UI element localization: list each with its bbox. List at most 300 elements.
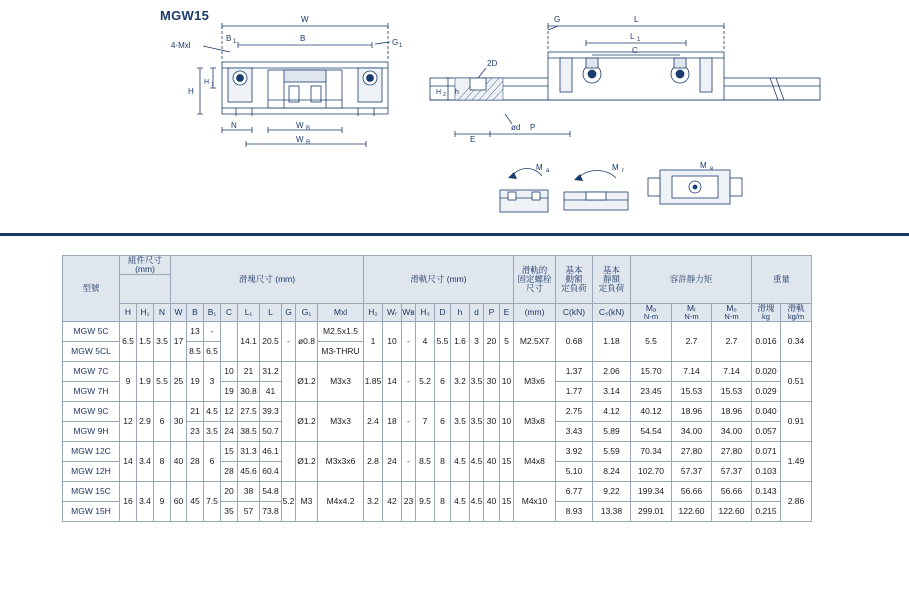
cell-weight-rail: 0.51 bbox=[781, 361, 812, 401]
cell-Ma: 40.12 bbox=[631, 401, 672, 421]
cell-Mr: 7.14 bbox=[672, 361, 712, 381]
cell-weight-block: 0.057 bbox=[752, 421, 781, 441]
cell-dyn: 3.43 bbox=[556, 421, 593, 441]
cell-C bbox=[221, 321, 238, 361]
svg-text:C: C bbox=[632, 46, 638, 55]
cell-W: 30 bbox=[171, 401, 187, 441]
cell-H2: 2.8 bbox=[364, 441, 383, 481]
cell-D: 6 bbox=[435, 361, 451, 401]
cell-W: 25 bbox=[171, 361, 187, 401]
col-h: h bbox=[451, 303, 470, 321]
header-weight: 重量 bbox=[752, 256, 812, 304]
cell-C: 24 bbox=[221, 421, 238, 441]
svg-text:E: E bbox=[470, 135, 476, 144]
cell-weight-block: 0.020 bbox=[752, 361, 781, 381]
cell-L: 73.8 bbox=[260, 501, 282, 521]
cell-D: 5.5 bbox=[435, 321, 451, 361]
col-Ma-unit: N-m bbox=[643, 311, 659, 321]
cell-H: 16 bbox=[120, 481, 137, 521]
header-rail-dims: 滑軌尺寸 (mm) bbox=[364, 256, 514, 304]
cell-h: 4.5 bbox=[451, 441, 470, 481]
table-row bbox=[63, 481, 812, 501]
cell-Mr: 34.00 bbox=[672, 421, 712, 441]
cell-Me: 122.60 bbox=[712, 501, 752, 521]
cell-sta: 13.38 bbox=[593, 501, 631, 521]
cell-d: 4.5 bbox=[470, 481, 484, 521]
cell-sta: 5.59 bbox=[593, 441, 631, 461]
svg-text:P: P bbox=[530, 123, 536, 132]
cell-H1: 2.9 bbox=[137, 401, 154, 441]
cell-N: 6 bbox=[154, 401, 171, 441]
col-weight-rail-unit: kg/m bbox=[787, 311, 805, 321]
col-D: D bbox=[435, 303, 451, 321]
cell-L: 31.2 bbox=[260, 361, 282, 381]
cell-weight-block: 0.215 bbox=[752, 501, 781, 521]
col-W: W bbox=[171, 303, 187, 321]
cell-B1: 6.5 bbox=[204, 341, 221, 361]
cell-Me: 15.53 bbox=[712, 381, 752, 401]
cell-H1: 1.9 bbox=[137, 361, 154, 401]
cell-G1: Ø1.2 bbox=[296, 361, 318, 401]
table-header-units bbox=[63, 303, 812, 321]
row-model: MGW 9C bbox=[63, 401, 120, 421]
cell-weight-rail: 0.34 bbox=[781, 321, 812, 361]
col-B1: B₁ bbox=[204, 303, 221, 321]
svg-text:h: h bbox=[455, 89, 459, 96]
cell-H1: 3.4 bbox=[137, 481, 154, 521]
col-Me-unit: N-m bbox=[724, 311, 739, 321]
cell-L1: 57 bbox=[238, 501, 260, 521]
cell-Ma: 70.34 bbox=[631, 441, 672, 461]
col-Mxl: Mxl bbox=[318, 303, 364, 321]
cell-railfix: M3x6 bbox=[514, 361, 556, 401]
cell-Me: 7.14 bbox=[712, 361, 752, 381]
cell-H1: 1.5 bbox=[137, 321, 154, 361]
cell-E: 10 bbox=[500, 361, 514, 401]
cell-Mxl: M3x3x6 bbox=[318, 441, 364, 481]
header-sta-line3: 定負荷 bbox=[598, 282, 625, 293]
cell-d: 3.5 bbox=[470, 361, 484, 401]
cell-L: 20.5 bbox=[260, 321, 282, 361]
cell-L: 50.7 bbox=[260, 421, 282, 441]
specification-table bbox=[62, 255, 812, 522]
cell-Me: 18.96 bbox=[712, 401, 752, 421]
part-title: MGW15 bbox=[160, 8, 210, 23]
cell-B: 45 bbox=[187, 481, 204, 521]
header-model: 型號 bbox=[63, 256, 120, 322]
cell-Ma: 23.45 bbox=[631, 381, 672, 401]
row-model: MGW 12H bbox=[63, 461, 120, 481]
cell-C: 19 bbox=[221, 381, 238, 401]
cell-H3: 9.5 bbox=[416, 481, 435, 521]
cell-Me: 57.37 bbox=[712, 461, 752, 481]
cell-railfix: M3x8 bbox=[514, 401, 556, 441]
cell-h: 1.6 bbox=[451, 321, 470, 361]
cell-dyn: 3.92 bbox=[556, 441, 593, 461]
svg-text:1: 1 bbox=[399, 43, 403, 49]
cell-WR: 24 bbox=[383, 441, 402, 481]
col-G: G bbox=[282, 303, 296, 321]
svg-text:a: a bbox=[546, 168, 550, 174]
cell-railfix: M4x10 bbox=[514, 481, 556, 521]
cell-B1: 6 bbox=[204, 441, 221, 481]
cell-Mr: 27.80 bbox=[672, 441, 712, 461]
cell-N: 8 bbox=[154, 441, 171, 481]
cell-weight-rail: 1.49 bbox=[781, 441, 812, 481]
cell-d: 3 bbox=[470, 321, 484, 361]
cell-G1: ø0.8 bbox=[296, 321, 318, 361]
svg-text:G: G bbox=[554, 15, 561, 24]
cell-B1: 7.5 bbox=[204, 481, 221, 521]
cell-Mxl: M3-THRU bbox=[318, 341, 364, 361]
table-row bbox=[63, 401, 812, 421]
cell-sta: 1.18 bbox=[593, 321, 631, 361]
col-Me-symbol: Mₑ bbox=[726, 302, 737, 313]
header-dynamic-load bbox=[556, 256, 593, 304]
col-weight-block bbox=[752, 303, 781, 321]
cell-H: 9 bbox=[120, 361, 137, 401]
cell-weight-rail: 0.91 bbox=[781, 401, 812, 441]
cell-P: 40 bbox=[484, 441, 500, 481]
cell-C: 20 bbox=[221, 481, 238, 501]
cell-Mr: 15.53 bbox=[672, 381, 712, 401]
cell-L1: 45.6 bbox=[238, 461, 260, 481]
cell-E: 15 bbox=[500, 441, 514, 481]
cell-H1: 3.4 bbox=[137, 441, 154, 481]
cell-Mr: 57.37 bbox=[672, 461, 712, 481]
cell-B1: 3 bbox=[204, 361, 221, 401]
cell-G1: Ø1.2 bbox=[296, 401, 318, 441]
cell-L: 60.4 bbox=[260, 461, 282, 481]
col-railfix-unit: (mm) bbox=[514, 303, 556, 321]
svg-text:H: H bbox=[188, 87, 194, 96]
svg-text:L: L bbox=[634, 15, 639, 24]
cell-sta: 9.22 bbox=[593, 481, 631, 501]
svg-text:1: 1 bbox=[233, 39, 237, 45]
header-dyn-line2: 動額 bbox=[565, 273, 583, 284]
cell-G bbox=[282, 441, 296, 481]
cell-WR: 18 bbox=[383, 401, 402, 441]
cell-E: 10 bbox=[500, 401, 514, 441]
col-P: P bbox=[484, 303, 500, 321]
cell-Mxl: M3x3 bbox=[318, 361, 364, 401]
cell-P: 30 bbox=[484, 361, 500, 401]
table-row bbox=[63, 441, 812, 461]
svg-text:4-Mxl: 4-Mxl bbox=[171, 41, 191, 50]
table-row bbox=[63, 321, 812, 341]
cell-L: 54.8 bbox=[260, 481, 282, 501]
cell-d: 3.5 bbox=[470, 401, 484, 441]
cell-C: 10 bbox=[221, 361, 238, 381]
cell-E: 5 bbox=[500, 321, 514, 361]
cell-H3: 5.2 bbox=[416, 361, 435, 401]
cell-B1: 4.5 bbox=[204, 401, 221, 421]
col-L1: L₁ bbox=[238, 303, 260, 321]
col-sta-unit: Cₛ(kN) bbox=[593, 303, 631, 321]
svg-text:e: e bbox=[710, 166, 714, 172]
cell-W: 60 bbox=[171, 481, 187, 521]
col-B: B bbox=[187, 303, 204, 321]
cell-h: 4.5 bbox=[451, 481, 470, 521]
col-d: d bbox=[470, 303, 484, 321]
table-row bbox=[63, 361, 812, 381]
cell-H2: 1.85 bbox=[364, 361, 383, 401]
svg-text:N: N bbox=[231, 121, 237, 130]
cell-railfix: M2.5X7 bbox=[514, 321, 556, 361]
row-model: MGW 12C bbox=[63, 441, 120, 461]
cell-L1: 38 bbox=[238, 481, 260, 501]
header-dyn-line1: 基本 bbox=[565, 265, 583, 276]
cell-sta: 4.12 bbox=[593, 401, 631, 421]
header-assembly-line1: 組件尺寸 bbox=[127, 255, 162, 265]
cell-C: 12 bbox=[221, 401, 238, 421]
cell-N: 3.5 bbox=[154, 321, 171, 361]
cell-dyn: 0.68 bbox=[556, 321, 593, 361]
cell-dyn: 5.10 bbox=[556, 461, 593, 481]
row-model: MGW 9H bbox=[63, 421, 120, 441]
col-Mr-unit: N-m bbox=[684, 311, 699, 321]
header-sta-line2: 靜額 bbox=[602, 273, 620, 284]
cell-C: 35 bbox=[221, 501, 238, 521]
header-block-dims: 滑塊尺寸 (mm) bbox=[171, 256, 364, 304]
header-assembly bbox=[120, 256, 171, 275]
svg-text:L: L bbox=[630, 32, 635, 41]
cell-D: 6 bbox=[435, 401, 451, 441]
cell-B: 13 bbox=[187, 321, 204, 341]
cell-Mxl: M4x4.2 bbox=[318, 481, 364, 521]
cell-Ma: 5.5 bbox=[631, 321, 672, 361]
cell-C: 15 bbox=[221, 441, 238, 461]
row-model: MGW 15C bbox=[63, 481, 120, 501]
cell-L1: 27.5 bbox=[238, 401, 260, 421]
svg-text:r: r bbox=[622, 168, 624, 174]
svg-text:W: W bbox=[296, 121, 304, 130]
cell-railfix: M4x8 bbox=[514, 441, 556, 481]
cell-sta: 5.89 bbox=[593, 421, 631, 441]
cell-Mr: 18.96 bbox=[672, 401, 712, 421]
col-dyn-unit: C(kN) bbox=[556, 303, 593, 321]
header-assembly-spacer bbox=[120, 274, 171, 303]
cell-WR: 10 bbox=[383, 321, 402, 361]
cell-Mxl: M3x3 bbox=[318, 401, 364, 441]
cell-N: 9 bbox=[154, 481, 171, 521]
cell-H: 14 bbox=[120, 441, 137, 481]
cell-WB: - bbox=[402, 361, 416, 401]
cell-P: 20 bbox=[484, 321, 500, 361]
cell-WB: - bbox=[402, 441, 416, 481]
cell-WB: - bbox=[402, 401, 416, 441]
cell-E: 15 bbox=[500, 481, 514, 521]
cell-Me: 27.80 bbox=[712, 441, 752, 461]
cell-Me: 56.66 bbox=[712, 481, 752, 501]
cell-H: 6.5 bbox=[120, 321, 137, 361]
svg-text:M: M bbox=[536, 163, 543, 172]
cell-WR: 42 bbox=[383, 481, 402, 521]
svg-text:W: W bbox=[296, 135, 304, 144]
cell-L1: 31.3 bbox=[238, 441, 260, 461]
cell-sta: 3.14 bbox=[593, 381, 631, 401]
cell-B1: - bbox=[204, 321, 221, 341]
cell-Mr: 56.66 bbox=[672, 481, 712, 501]
col-E: E bbox=[500, 303, 514, 321]
svg-text:M: M bbox=[700, 161, 707, 170]
col-C: C bbox=[221, 303, 238, 321]
cell-D: 8 bbox=[435, 441, 451, 481]
header-dyn-line3: 定負荷 bbox=[561, 282, 587, 293]
svg-text:2D: 2D bbox=[487, 59, 498, 68]
cell-H2: 2.4 bbox=[364, 401, 383, 441]
cell-B1: 3.5 bbox=[204, 421, 221, 441]
cell-N: 5.5 bbox=[154, 361, 171, 401]
cell-weight-block: 0.103 bbox=[752, 461, 781, 481]
cell-WB: 23 bbox=[402, 481, 416, 521]
cell-B: 23 bbox=[187, 421, 204, 441]
header-assembly-line2: (mm) bbox=[135, 263, 155, 274]
col-H3: H₃ bbox=[416, 303, 435, 321]
row-model: MGW 15H bbox=[63, 501, 120, 521]
cell-weight-rail: 2.86 bbox=[781, 481, 812, 521]
svg-text:W: W bbox=[301, 15, 309, 24]
cell-P: 30 bbox=[484, 401, 500, 441]
header-static-load bbox=[593, 256, 631, 304]
cell-W: 40 bbox=[171, 441, 187, 481]
cell-G1: M3 bbox=[296, 481, 318, 521]
header-sta-line1: 基本 bbox=[602, 265, 620, 276]
cell-H2: 1 bbox=[364, 321, 383, 361]
header-railfix-line3: 尺寸 bbox=[525, 282, 543, 293]
header-moment: 容許靜力矩 bbox=[631, 256, 752, 304]
cell-L: 39.3 bbox=[260, 401, 282, 421]
cell-sta: 8.24 bbox=[593, 461, 631, 481]
cell-Ma: 299.01 bbox=[631, 501, 672, 521]
col-Mr-symbol: Mᵣ bbox=[686, 302, 697, 313]
cell-W: 17 bbox=[171, 321, 187, 361]
cell-B: 28 bbox=[187, 441, 204, 481]
svg-text:H: H bbox=[204, 79, 210, 86]
col-WB: Wʙ bbox=[402, 303, 416, 321]
col-N: N bbox=[154, 303, 171, 321]
cell-L1: 14.1 bbox=[238, 321, 260, 361]
table-header-groups bbox=[63, 256, 812, 275]
header-railfix-line2: 固定螺栓 bbox=[517, 273, 552, 284]
svg-text:1: 1 bbox=[637, 37, 641, 43]
cell-Mr: 2.7 bbox=[672, 321, 712, 361]
col-L: L bbox=[260, 303, 282, 321]
cell-P: 40 bbox=[484, 481, 500, 521]
cell-dyn: 2.75 bbox=[556, 401, 593, 421]
cell-D: 8 bbox=[435, 481, 451, 521]
svg-text:G: G bbox=[392, 38, 399, 47]
col-H2: H₂ bbox=[364, 303, 383, 321]
col-Ma-symbol: Mₐ bbox=[645, 302, 657, 313]
cell-Me: 2.7 bbox=[712, 321, 752, 361]
svg-text:R: R bbox=[306, 140, 311, 146]
cell-H2: 3.2 bbox=[364, 481, 383, 521]
cell-dyn: 1.37 bbox=[556, 361, 593, 381]
col-Ma bbox=[631, 303, 672, 321]
row-model: MGW 7C bbox=[63, 361, 120, 381]
svg-text:B: B bbox=[300, 34, 306, 43]
cell-G1: Ø1.2 bbox=[296, 441, 318, 481]
row-model: MGW 5CL bbox=[63, 341, 120, 361]
col-H1: H₁ bbox=[137, 303, 154, 321]
svg-text:ød: ød bbox=[511, 123, 521, 132]
cell-Ma: 54.54 bbox=[631, 421, 672, 441]
cell-G: - bbox=[282, 321, 296, 361]
header-rail-bolt bbox=[514, 256, 556, 304]
cell-C: 28 bbox=[221, 461, 238, 481]
cell-Ma: 199.34 bbox=[631, 481, 672, 501]
cell-weight-block: 0.143 bbox=[752, 481, 781, 501]
svg-text:H: H bbox=[436, 89, 442, 96]
cell-B: 19 bbox=[187, 361, 204, 401]
svg-text:1: 1 bbox=[211, 82, 215, 88]
col-weight-block-label: 滑塊 bbox=[757, 302, 775, 313]
col-weight-block-unit: kg bbox=[762, 311, 770, 321]
cell-G bbox=[282, 361, 296, 401]
cell-h: 3.5 bbox=[451, 401, 470, 441]
section-divider bbox=[0, 233, 909, 236]
cell-dyn: 6.77 bbox=[556, 481, 593, 501]
col-WR: Wᵣ bbox=[383, 303, 402, 321]
cell-weight-block: 0.016 bbox=[752, 321, 781, 361]
cell-Me: 34.00 bbox=[712, 421, 752, 441]
col-G1: G₁ bbox=[296, 303, 318, 321]
col-weight-rail-label: 滑軌 bbox=[787, 302, 805, 313]
cell-Mxl: M2.5x1.5 bbox=[318, 321, 364, 341]
row-model: MGW 7H bbox=[63, 381, 120, 401]
cell-weight-block: 0.029 bbox=[752, 381, 781, 401]
cell-L: 41 bbox=[260, 381, 282, 401]
svg-text:2: 2 bbox=[443, 92, 447, 98]
cell-h: 3.2 bbox=[451, 361, 470, 401]
cell-dyn: 1.77 bbox=[556, 381, 593, 401]
svg-text:B: B bbox=[306, 126, 311, 132]
cell-H3: 8.5 bbox=[416, 441, 435, 481]
technical-drawing bbox=[0, 0, 909, 236]
cell-G bbox=[282, 401, 296, 441]
svg-text:B: B bbox=[226, 34, 232, 43]
col-Mr bbox=[672, 303, 712, 321]
cell-dyn: 8.93 bbox=[556, 501, 593, 521]
row-model: MGW 5C bbox=[63, 321, 120, 341]
cell-Ma: 102.70 bbox=[631, 461, 672, 481]
cell-H3: 4 bbox=[416, 321, 435, 361]
cell-Ma: 15.70 bbox=[631, 361, 672, 381]
cell-H: 12 bbox=[120, 401, 137, 441]
cell-B: 21 bbox=[187, 401, 204, 421]
cell-L1: 38.5 bbox=[238, 421, 260, 441]
diagram-area bbox=[0, 0, 909, 236]
col-H: H bbox=[120, 303, 137, 321]
cell-L1: 30.8 bbox=[238, 381, 260, 401]
cell-d: 4.5 bbox=[470, 441, 484, 481]
col-Me bbox=[712, 303, 752, 321]
cell-weight-block: 0.040 bbox=[752, 401, 781, 421]
cell-H3: 7 bbox=[416, 401, 435, 441]
cell-L1: 21 bbox=[238, 361, 260, 381]
cell-WB: - bbox=[402, 321, 416, 361]
svg-text:M: M bbox=[612, 163, 619, 172]
cell-weight-block: 0.071 bbox=[752, 441, 781, 461]
header-railfix-line1: 滑軌的 bbox=[521, 265, 548, 276]
cell-WR: 14 bbox=[383, 361, 402, 401]
cell-sta: 2.06 bbox=[593, 361, 631, 381]
col-weight-rail bbox=[781, 303, 812, 321]
cell-G: 5.2 bbox=[282, 481, 296, 521]
cell-L: 46.1 bbox=[260, 441, 282, 461]
cell-Mr: 122.60 bbox=[672, 501, 712, 521]
